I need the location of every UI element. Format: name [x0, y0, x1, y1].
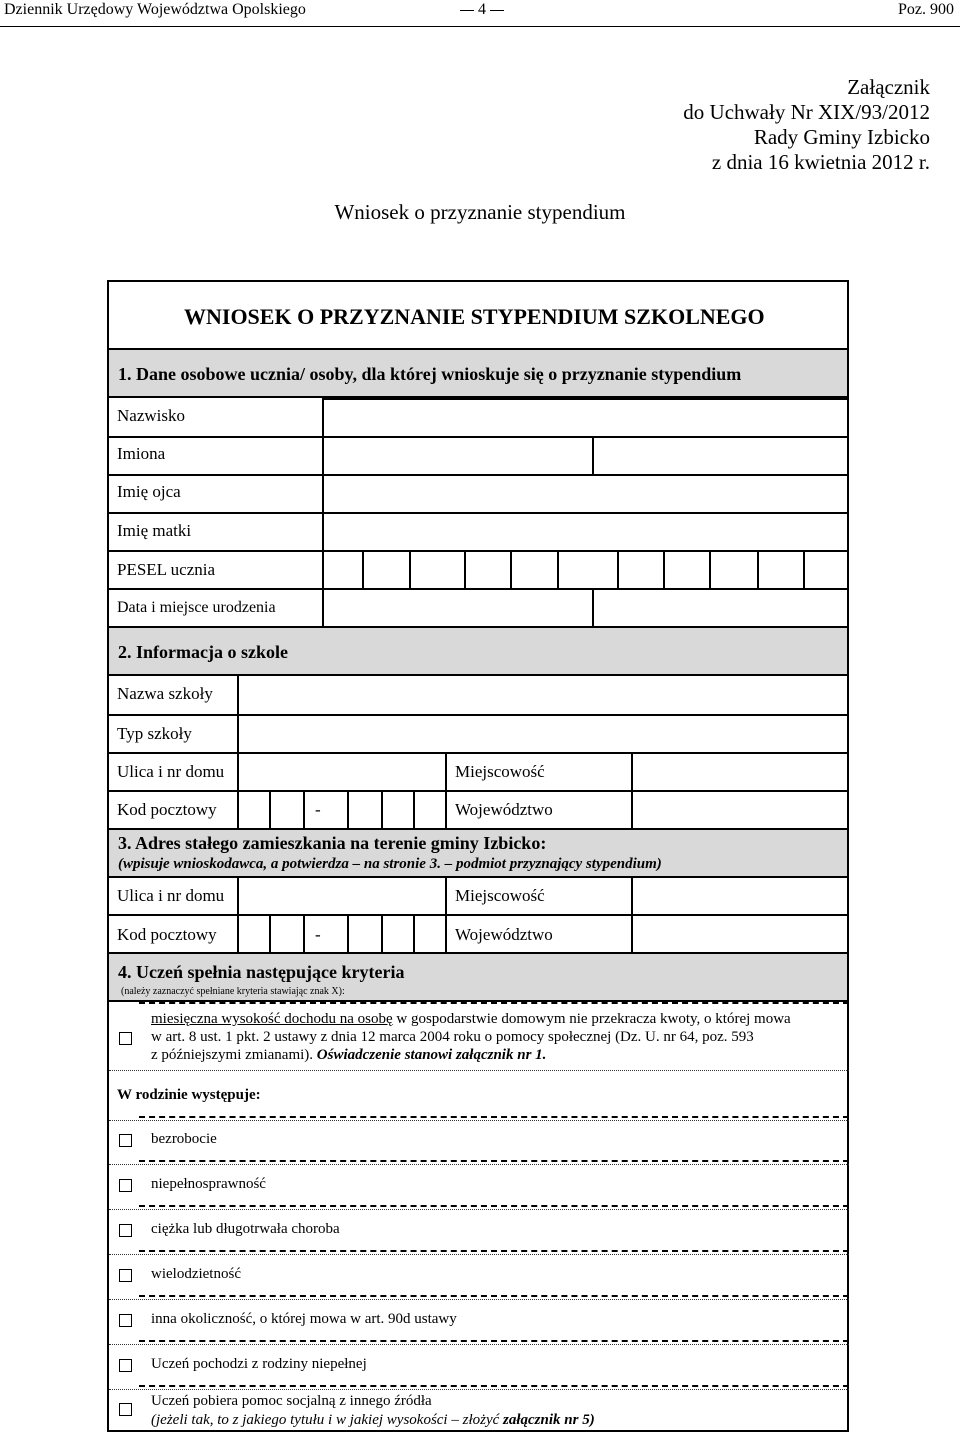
section4-note: (należy zaznaczyć spełniane kryteria stawiając znak X):: [121, 986, 345, 997]
document-title: Wniosek o przyznanie stypendium: [334, 200, 626, 224]
home-postal-digit[interactable]: [237, 914, 271, 954]
family-heading: W rodzinie występuje:: [117, 1087, 261, 1103]
social-aid-annex: załącznik nr 5): [503, 1412, 595, 1428]
income-line2: w art. 8 ust. 1 pkt. 2 ustawy z dnia 12 marca 2004 roku o pomocy społecznej (Dz. U. nr 64, poz. 593: [151, 1029, 754, 1045]
large-family-checkbox[interactable]: [119, 1269, 132, 1282]
home-postal-digit[interactable]: [269, 914, 305, 954]
other-circumstance-checkbox[interactable]: [119, 1314, 132, 1327]
birth-label: Data i miejsce urodzenia: [117, 599, 276, 616]
school-postal-digit[interactable]: [237, 790, 271, 830]
school-city-label: Miejscowość: [455, 762, 545, 781]
school-postal-digit[interactable]: [381, 790, 415, 830]
section4-header: [107, 952, 849, 1002]
school-voivodeship-input[interactable]: [631, 790, 849, 830]
unemployment-label: bezrobocie: [151, 1131, 217, 1147]
page-header: [0, 0, 960, 27]
section3-heading: 3. Adres stałego zamieszkania na terenie gminy Izbicko:: [118, 833, 547, 853]
surname-label: Nazwisko: [117, 406, 185, 425]
income-line1: w gospodarstwie domowym nie przekracza kwoty, o której mowa: [392, 1011, 791, 1027]
section3-header: [107, 828, 849, 878]
annex-line: do Uchwały Nr XIX/93/2012: [683, 100, 930, 124]
section1-header: [107, 348, 849, 398]
home-postal-digit[interactable]: [347, 914, 383, 954]
large-family-label: wielodzietność: [151, 1266, 241, 1282]
father-name-input[interactable]: [322, 474, 849, 514]
position-number: Poz. 900: [898, 1, 954, 18]
home-voivodeship-input[interactable]: [631, 914, 849, 954]
journal-name: Dziennik Urzędowy Województwa Opolskiego: [4, 1, 306, 18]
section4-heading: 4. Uczeń spełnia następujące kryteria: [118, 962, 405, 982]
school-type-input[interactable]: [237, 714, 849, 754]
home-voivodeship-label: Województwo: [455, 925, 553, 944]
income-criterion-text: [151, 1010, 847, 1064]
home-city-label: Miejscowość: [455, 886, 545, 905]
school-postal-digit[interactable]: [269, 790, 305, 830]
form-title: WNIOSEK O PRZYZNANIE STYPENDIUM SZKOLNEGO: [184, 304, 765, 329]
school-name-input[interactable]: [237, 674, 849, 716]
surname-input[interactable]: [322, 398, 849, 438]
single-parent-checkbox[interactable]: [119, 1359, 132, 1372]
other-circumstance-label: inna okoliczność, o której mowa w art. 90d ustawy: [151, 1311, 457, 1327]
illness-checkbox[interactable]: [119, 1224, 132, 1237]
home-postal-digit[interactable]: [413, 914, 447, 954]
section3-subheading: (wpisuje wnioskodawca, a potwierdza – na stronie 3. – podmiot przyznający stypendium): [118, 856, 662, 872]
birth-place-input[interactable]: [592, 588, 849, 628]
first-name-input[interactable]: [322, 436, 594, 476]
home-street-label: Ulica i nr domu: [117, 886, 225, 905]
school-name-label: Nazwa szkoły: [117, 684, 213, 703]
annex-line: Rady Gminy Izbicko: [753, 125, 930, 149]
pesel-label: PESEL ucznia: [117, 560, 216, 579]
school-street-label: Ulica i nr domu: [117, 762, 225, 781]
second-name-input[interactable]: [592, 436, 849, 476]
illness-label: ciężka lub długotrwała choroba: [151, 1221, 340, 1237]
home-city-input[interactable]: [631, 876, 849, 916]
father-name-label: Imię ojca: [117, 482, 181, 501]
social-aid-text: [151, 1392, 595, 1430]
annex-line: Załącznik: [847, 75, 930, 99]
school-postal-digit[interactable]: [413, 790, 447, 830]
home-postal-dash: -: [315, 925, 321, 944]
disability-label: niepełnosprawność: [151, 1176, 266, 1192]
single-parent-label: Uczeń pochodzi z rodziny niepełnej: [151, 1356, 367, 1372]
school-postal-label: Kod pocztowy: [117, 800, 217, 819]
mother-name-input[interactable]: [322, 512, 849, 552]
school-postal-dash: -: [315, 800, 321, 819]
income-line3: z późniejszymi zmianami).: [151, 1047, 314, 1063]
section1-heading: 1. Dane osobowe ucznia/ osoby, dla której wnioskuje się o przyznanie stypendium: [118, 364, 742, 384]
section2-header: [107, 626, 849, 676]
social-aid-checkbox[interactable]: [119, 1403, 132, 1416]
pesel-input[interactable]: [322, 550, 849, 590]
school-street-input[interactable]: [237, 752, 447, 792]
school-postal-digit[interactable]: [347, 790, 383, 830]
school-type-label: Typ szkoły: [117, 724, 192, 743]
application-form: [107, 280, 849, 1432]
birth-date-input[interactable]: [322, 588, 594, 628]
social-aid-label: Uczeń pobiera pomoc socjalną z innego źródła: [151, 1393, 432, 1409]
school-voivodeship-label: Województwo: [455, 800, 553, 819]
income-underlined: miesięczna wysokość dochodu na osobę: [151, 1011, 393, 1027]
home-street-input[interactable]: [237, 876, 447, 916]
school-city-input[interactable]: [631, 752, 849, 792]
home-postal-digit[interactable]: [381, 914, 415, 954]
income-annex-note: Oświadczenie stanowi załącznik nr 1.: [313, 1047, 547, 1063]
social-aid-note: (jeżeli tak, to z jakiego tytułu i w jakiej wysokości – złożyć: [151, 1412, 504, 1428]
disability-checkbox[interactable]: [119, 1179, 132, 1192]
income-checkbox[interactable]: [119, 1032, 132, 1045]
unemployment-checkbox[interactable]: [119, 1134, 132, 1147]
home-postal-label: Kod pocztowy: [117, 925, 217, 944]
section2-heading: 2. Informacja o szkole: [118, 642, 288, 662]
annex-block: [683, 75, 930, 175]
mother-name-label: Imię matki: [117, 521, 192, 540]
first-names-label: Imiona: [117, 444, 166, 463]
page-number: 4: [460, 1, 504, 19]
annex-line: z dnia 16 kwietnia 2012 r.: [711, 150, 930, 174]
